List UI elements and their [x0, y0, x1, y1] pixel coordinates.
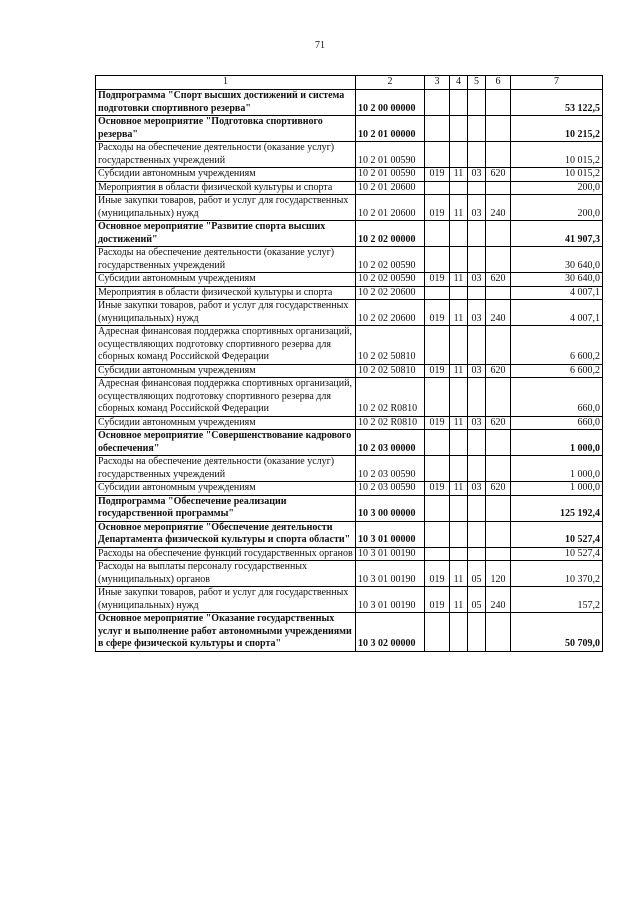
- item-name-cell: Расходы на обеспечение деятельности (оказание услуг) государственных учреждений: [96, 456, 356, 482]
- section-code-cell: [450, 547, 468, 561]
- amount-cell: 1 000,0: [511, 430, 603, 456]
- item-name-cell: Основное мероприятие "Подготовка спортивного резерва": [96, 116, 356, 142]
- subsection-code-cell: 03: [468, 168, 486, 182]
- ministry-code-cell: [425, 378, 450, 417]
- section-code-cell: 11: [450, 482, 468, 496]
- ministry-code-cell: [425, 456, 450, 482]
- header-col-4: 4: [450, 76, 468, 90]
- subsection-code-cell: [468, 247, 486, 273]
- subsection-code-cell: 05: [468, 587, 486, 613]
- target-code-cell: 10 3 02 00000: [356, 613, 425, 652]
- target-code-cell: 10 2 02 50810: [356, 364, 425, 378]
- amount-cell: 660,0: [511, 416, 603, 430]
- section-code-cell: [450, 116, 468, 142]
- header-col-2: 2: [356, 76, 425, 90]
- table-row: [96, 521, 603, 547]
- subsection-code-cell: [468, 326, 486, 365]
- subsection-code-cell: [468, 142, 486, 168]
- item-name-cell: Расходы на обеспечение деятельности (оказание услуг) государственных учреждений: [96, 247, 356, 273]
- table-row: [96, 221, 603, 247]
- target-code-cell: 10 3 00 00000: [356, 495, 425, 521]
- section-code-cell: 11: [450, 168, 468, 182]
- amount-cell: 200,0: [511, 195, 603, 221]
- table-row: [96, 142, 603, 168]
- target-code-cell: 10 2 02 00000: [356, 221, 425, 247]
- header-row: [96, 76, 603, 90]
- subsection-code-cell: [468, 90, 486, 116]
- table-row: [96, 613, 603, 652]
- header-col-5: 5: [468, 76, 486, 90]
- expense-type-code-cell: [486, 430, 511, 456]
- target-code-cell: 10 3 01 00190: [356, 561, 425, 587]
- section-code-cell: 11: [450, 195, 468, 221]
- expense-type-code-cell: [486, 247, 511, 273]
- amount-cell: 41 907,3: [511, 221, 603, 247]
- table-row: [96, 495, 603, 521]
- amount-cell: 1 000,0: [511, 456, 603, 482]
- expense-type-code-cell: [486, 90, 511, 116]
- table-row: [96, 378, 603, 417]
- item-name-cell: Иные закупки товаров, работ и услуг для государственных (муниципальных) нужд: [96, 195, 356, 221]
- ministry-code-cell: 019: [425, 587, 450, 613]
- subsection-code-cell: [468, 456, 486, 482]
- subsection-code-cell: [468, 286, 486, 300]
- table-row: [96, 195, 603, 221]
- item-name-cell: Мероприятия в области физической культуры и спорта: [96, 181, 356, 195]
- subsection-code-cell: 03: [468, 364, 486, 378]
- target-code-cell: 10 2 02 R0810: [356, 416, 425, 430]
- subsection-code-cell: [468, 221, 486, 247]
- target-code-cell: 10 2 03 00590: [356, 482, 425, 496]
- subsection-code-cell: 03: [468, 416, 486, 430]
- section-code-cell: [450, 181, 468, 195]
- section-code-cell: 11: [450, 587, 468, 613]
- section-code-cell: 11: [450, 561, 468, 587]
- section-code-cell: [450, 247, 468, 273]
- item-name-cell: Расходы на обеспечение деятельности (оказание услуг) государственных учреждений: [96, 142, 356, 168]
- section-code-cell: 11: [450, 300, 468, 326]
- item-name-cell: Основное мероприятие "Оказание государственных услуг и выполнение работ автономными учреждениями в сфере физической культуры и спорта": [96, 613, 356, 652]
- ministry-code-cell: 019: [425, 273, 450, 287]
- subsection-code-cell: [468, 495, 486, 521]
- expense-type-code-cell: [486, 547, 511, 561]
- expense-type-code-cell: [486, 116, 511, 142]
- table-row: [96, 286, 603, 300]
- header-col-6: 6: [486, 76, 511, 90]
- amount-cell: 200,0: [511, 181, 603, 195]
- subsection-code-cell: 05: [468, 561, 486, 587]
- expense-type-code-cell: [486, 521, 511, 547]
- expense-type-code-cell: [486, 326, 511, 365]
- expense-type-code-cell: [486, 495, 511, 521]
- table-row: [96, 430, 603, 456]
- expense-type-code-cell: [486, 142, 511, 168]
- expense-type-code-cell: 120: [486, 561, 511, 587]
- amount-cell: 10 527,4: [511, 547, 603, 561]
- expense-type-code-cell: 620: [486, 273, 511, 287]
- ministry-code-cell: 019: [425, 364, 450, 378]
- ministry-code-cell: [425, 547, 450, 561]
- item-name-cell: Адресная финансовая поддержка спортивных организаций, осуществляющих подготовку спортивного резерва для сборных команд Российской Федерации: [96, 326, 356, 365]
- item-name-cell: Адресная финансовая поддержка спортивных организаций, осуществляющих подготовку спортивного резерва для сборных команд Российской Федерации: [96, 378, 356, 417]
- table-row: [96, 168, 603, 182]
- item-name-cell: Основное мероприятие "Развитие спорта высших достижений": [96, 221, 356, 247]
- table-row: [96, 547, 603, 561]
- expense-type-code-cell: [486, 221, 511, 247]
- item-name-cell: Расходы на обеспечение функций государственных органов: [96, 547, 356, 561]
- amount-cell: 4 007,1: [511, 300, 603, 326]
- item-name-cell: Иные закупки товаров, работ и услуг для государственных (муниципальных) нужд: [96, 300, 356, 326]
- ministry-code-cell: 019: [425, 168, 450, 182]
- ministry-code-cell: [425, 181, 450, 195]
- ministry-code-cell: 019: [425, 561, 450, 587]
- ministry-code-cell: [425, 247, 450, 273]
- item-name-cell: Субсидии автономным учреждениям: [96, 416, 356, 430]
- target-code-cell: 10 3 01 00190: [356, 547, 425, 561]
- subsection-code-cell: [468, 430, 486, 456]
- ministry-code-cell: [425, 142, 450, 168]
- section-code-cell: [450, 430, 468, 456]
- ministry-code-cell: [425, 116, 450, 142]
- expense-type-code-cell: [486, 613, 511, 652]
- subsection-code-cell: [468, 547, 486, 561]
- table-row: [96, 561, 603, 587]
- section-code-cell: [450, 142, 468, 168]
- ministry-code-cell: [425, 90, 450, 116]
- target-code-cell: 10 3 01 00000: [356, 521, 425, 547]
- target-code-cell: 10 2 02 00590: [356, 273, 425, 287]
- ministry-code-cell: 019: [425, 300, 450, 326]
- amount-cell: 30 640,0: [511, 247, 603, 273]
- target-code-cell: 10 2 01 00590: [356, 168, 425, 182]
- ministry-code-cell: [425, 430, 450, 456]
- target-code-cell: 10 2 02 R0810: [356, 378, 425, 417]
- target-code-cell: 10 2 03 00000: [356, 430, 425, 456]
- target-code-cell: 10 2 02 20600: [356, 300, 425, 326]
- table-row: [96, 90, 603, 116]
- section-code-cell: 11: [450, 416, 468, 430]
- subsection-code-cell: [468, 116, 486, 142]
- item-name-cell: Подпрограмма "Спорт высших достижений и система подготовки спортивного резерва": [96, 90, 356, 116]
- expense-type-code-cell: 240: [486, 587, 511, 613]
- table-row: [96, 456, 603, 482]
- amount-cell: 4 007,1: [511, 286, 603, 300]
- amount-cell: 53 122,5: [511, 90, 603, 116]
- table-row: [96, 116, 603, 142]
- table-row: [96, 326, 603, 365]
- expense-type-code-cell: 240: [486, 300, 511, 326]
- item-name-cell: Расходы на выплаты персоналу государственных (муниципальных) органов: [96, 561, 356, 587]
- target-code-cell: 10 2 02 50810: [356, 326, 425, 365]
- expense-type-code-cell: 620: [486, 482, 511, 496]
- item-name-cell: Основное мероприятие "Совершенствование кадрового обеспечения": [96, 430, 356, 456]
- ministry-code-cell: [425, 495, 450, 521]
- amount-cell: 10 370,2: [511, 561, 603, 587]
- ministry-code-cell: 019: [425, 482, 450, 496]
- section-code-cell: [450, 456, 468, 482]
- page-number: 71: [315, 40, 325, 51]
- ministry-code-cell: [425, 326, 450, 365]
- table-row: [96, 587, 603, 613]
- amount-cell: 1 000,0: [511, 482, 603, 496]
- amount-cell: 125 192,4: [511, 495, 603, 521]
- subsection-code-cell: 03: [468, 273, 486, 287]
- subsection-code-cell: 03: [468, 300, 486, 326]
- amount-cell: 157,2: [511, 587, 603, 613]
- amount-cell: 10 215,2: [511, 116, 603, 142]
- section-code-cell: [450, 221, 468, 247]
- section-code-cell: [450, 378, 468, 417]
- target-code-cell: 10 2 01 00590: [356, 142, 425, 168]
- subsection-code-cell: 03: [468, 482, 486, 496]
- expense-type-code-cell: [486, 286, 511, 300]
- item-name-cell: Основное мероприятие "Обеспечение деятельности Департамента физической культуры и спорта области": [96, 521, 356, 547]
- target-code-cell: 10 2 01 20600: [356, 195, 425, 221]
- header-col-7: 7: [511, 76, 603, 90]
- item-name-cell: Иные закупки товаров, работ и услуг для государственных (муниципальных) нужд: [96, 587, 356, 613]
- section-code-cell: [450, 495, 468, 521]
- table-row: [96, 247, 603, 273]
- subsection-code-cell: 03: [468, 195, 486, 221]
- target-code-cell: 10 2 00 00000: [356, 90, 425, 116]
- amount-cell: 10 015,2: [511, 168, 603, 182]
- subsection-code-cell: [468, 613, 486, 652]
- item-name-cell: Субсидии автономным учреждениям: [96, 482, 356, 496]
- amount-cell: 10 015,2: [511, 142, 603, 168]
- section-code-cell: [450, 521, 468, 547]
- target-code-cell: 10 2 01 20600: [356, 181, 425, 195]
- expense-type-code-cell: 620: [486, 168, 511, 182]
- target-code-cell: 10 3 01 00190: [356, 587, 425, 613]
- amount-cell: 30 640,0: [511, 273, 603, 287]
- section-code-cell: [450, 286, 468, 300]
- item-name-cell: Субсидии автономным учреждениям: [96, 364, 356, 378]
- target-code-cell: 10 2 02 00590: [356, 247, 425, 273]
- item-name-cell: Мероприятия в области физической культуры и спорта: [96, 286, 356, 300]
- table-row: [96, 364, 603, 378]
- section-code-cell: 11: [450, 273, 468, 287]
- amount-cell: 660,0: [511, 378, 603, 417]
- amount-cell: 6 600,2: [511, 326, 603, 365]
- expense-type-code-cell: [486, 378, 511, 417]
- target-code-cell: 10 2 03 00590: [356, 456, 425, 482]
- ministry-code-cell: [425, 613, 450, 652]
- subsection-code-cell: [468, 378, 486, 417]
- expense-type-code-cell: 620: [486, 364, 511, 378]
- table-row: [96, 416, 603, 430]
- ministry-code-cell: [425, 221, 450, 247]
- ministry-code-cell: [425, 286, 450, 300]
- item-name-cell: Подпрограмма "Обеспечение реализации государственной программы": [96, 495, 356, 521]
- table-row: [96, 300, 603, 326]
- amount-cell: 50 709,0: [511, 613, 603, 652]
- budget-table: [95, 75, 603, 652]
- table-row: [96, 273, 603, 287]
- amount-cell: 6 600,2: [511, 364, 603, 378]
- ministry-code-cell: 019: [425, 416, 450, 430]
- expense-type-code-cell: 620: [486, 416, 511, 430]
- expense-type-code-cell: [486, 181, 511, 195]
- table-row: [96, 482, 603, 496]
- section-code-cell: [450, 90, 468, 116]
- header-col-1: 1: [96, 76, 356, 90]
- item-name-cell: Субсидии автономным учреждениям: [96, 168, 356, 182]
- ministry-code-cell: 019: [425, 195, 450, 221]
- item-name-cell: Субсидии автономным учреждениям: [96, 273, 356, 287]
- subsection-code-cell: [468, 181, 486, 195]
- subsection-code-cell: [468, 521, 486, 547]
- ministry-code-cell: [425, 521, 450, 547]
- expense-type-code-cell: [486, 456, 511, 482]
- target-code-cell: 10 2 02 20600: [356, 286, 425, 300]
- section-code-cell: [450, 613, 468, 652]
- table-row: [96, 181, 603, 195]
- section-code-cell: 11: [450, 364, 468, 378]
- target-code-cell: 10 2 01 00000: [356, 116, 425, 142]
- header-col-3: 3: [425, 76, 450, 90]
- expense-type-code-cell: 240: [486, 195, 511, 221]
- section-code-cell: [450, 326, 468, 365]
- amount-cell: 10 527,4: [511, 521, 603, 547]
